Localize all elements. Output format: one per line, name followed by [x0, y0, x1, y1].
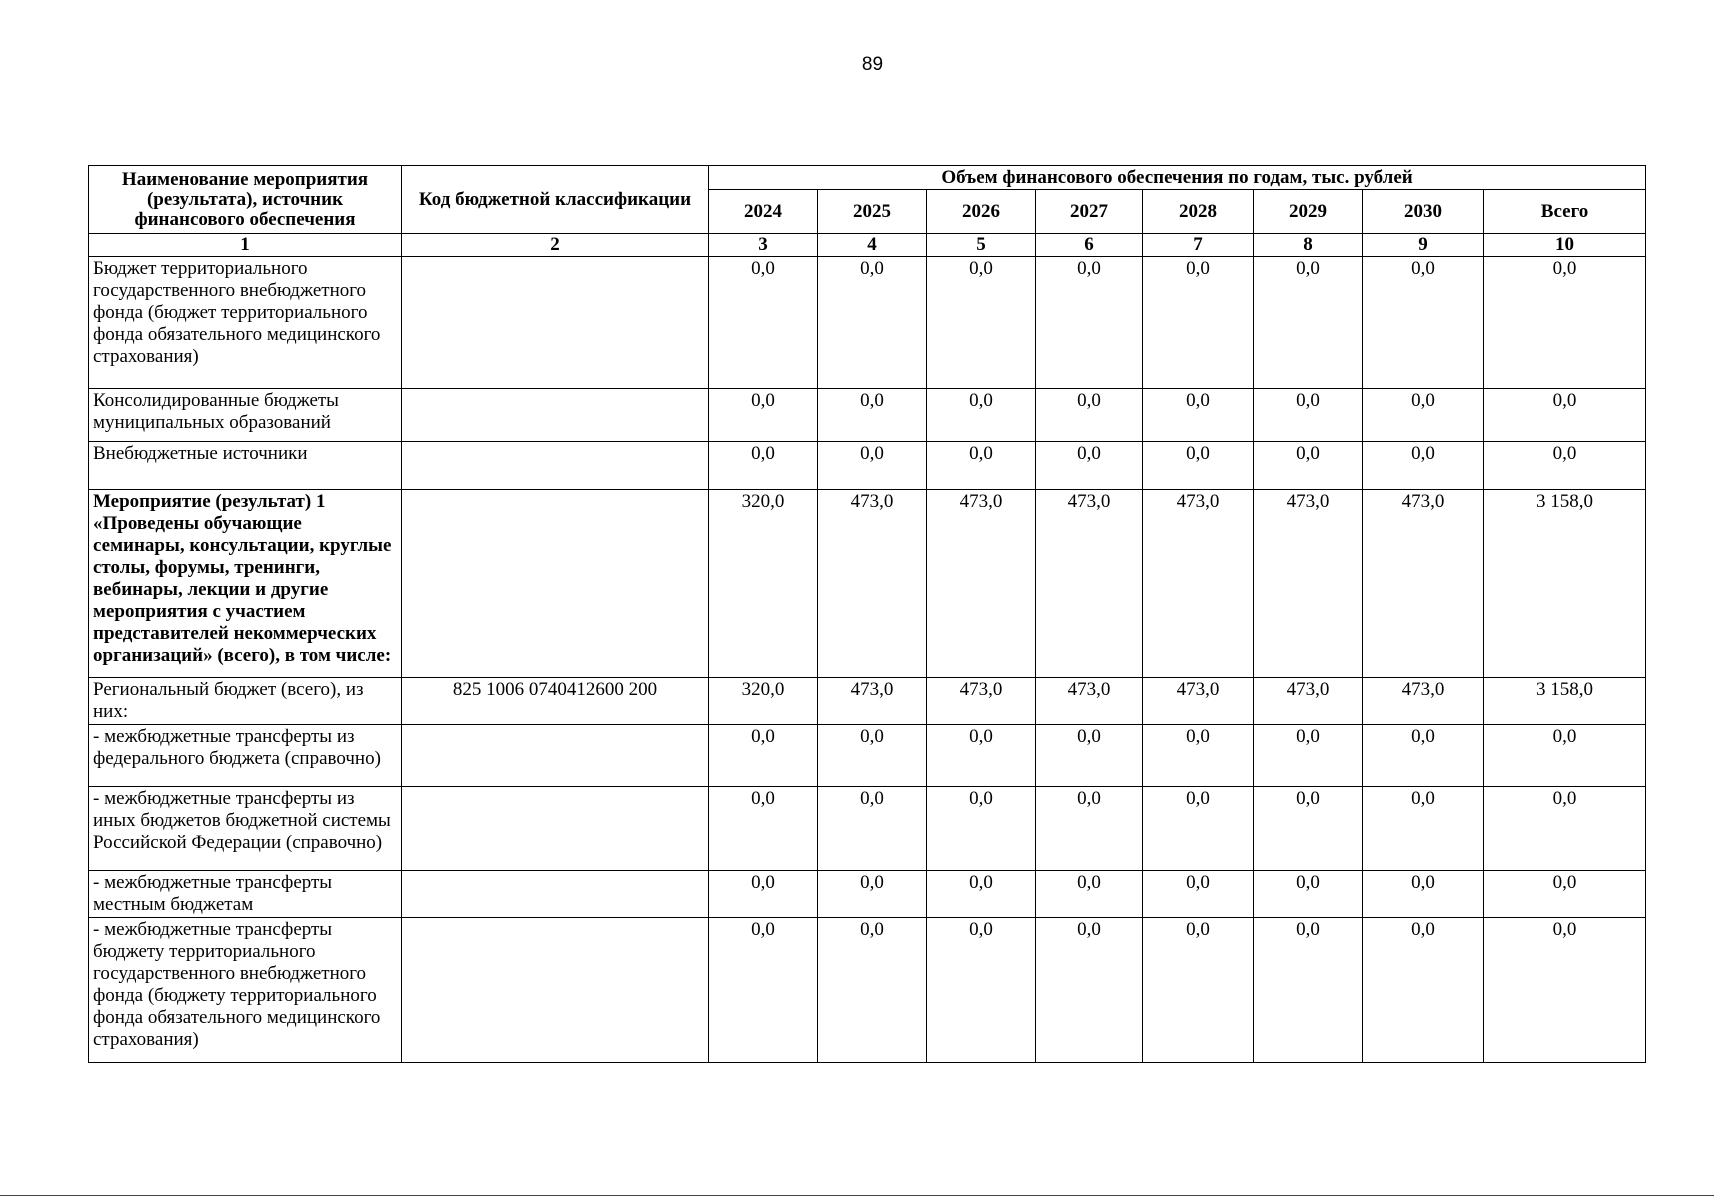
- row-value: 0,0: [1484, 918, 1646, 1063]
- header-year: 2024: [709, 190, 818, 234]
- column-number: 2: [402, 234, 709, 257]
- header-year: 2029: [1254, 190, 1363, 234]
- column-number: 8: [1254, 234, 1363, 257]
- row-value: 473,0: [1036, 490, 1143, 678]
- row-value: 0,0: [1143, 918, 1254, 1063]
- row-value: 3 158,0: [1484, 490, 1646, 678]
- row-value: 0,0: [927, 257, 1036, 389]
- row-value: 0,0: [1143, 389, 1254, 442]
- row-name: - межбюджетные трансферты бюджету территориального государственного внебюджетного фонда (бюджету территориального фонда обязательного медицинского страхования): [89, 918, 402, 1063]
- row-value: 0,0: [709, 871, 818, 918]
- header-year: 2028: [1143, 190, 1254, 234]
- row-value: 0,0: [1484, 257, 1646, 389]
- header-year: Всего: [1484, 190, 1646, 234]
- row-value: 0,0: [1143, 871, 1254, 918]
- row-code: [402, 787, 709, 871]
- table-row: [89, 918, 1646, 1063]
- column-number: 1: [89, 234, 402, 257]
- header-name: Наименование мероприятия (результата), источник финансового обеспечения: [89, 166, 402, 234]
- page-number: 89: [861, 54, 884, 75]
- row-value: 0,0: [927, 871, 1036, 918]
- row-value: 0,0: [709, 918, 818, 1063]
- row-value: 0,0: [818, 257, 927, 389]
- row-value: 0,0: [709, 442, 818, 490]
- column-number: 3: [709, 234, 818, 257]
- row-name: Мероприятие (результат) 1 «Проведены обучающие семинары, консультации, круглые столы, форумы, тренинги, вебинары, лекции и другие мероприятия с участием представителей некоммерческих организаций» (всего), в том числе:: [89, 490, 402, 678]
- table-row: [89, 442, 1646, 490]
- row-code: [402, 918, 709, 1063]
- row-value: 0,0: [927, 442, 1036, 490]
- row-value: 0,0: [818, 442, 927, 490]
- row-value: 0,0: [1363, 871, 1484, 918]
- row-code: [402, 871, 709, 918]
- row-value: 0,0: [709, 787, 818, 871]
- row-value: 320,0: [709, 678, 818, 725]
- row-value: 473,0: [927, 678, 1036, 725]
- column-number: 6: [1036, 234, 1143, 257]
- row-name: Региональный бюджет (всего), из них:: [89, 678, 402, 725]
- row-code: [402, 257, 709, 389]
- row-value: 0,0: [1484, 389, 1646, 442]
- row-name: - межбюджетные трансферты местным бюджетам: [89, 871, 402, 918]
- row-code: [402, 442, 709, 490]
- row-value: 0,0: [1254, 389, 1363, 442]
- row-value: 0,0: [1254, 918, 1363, 1063]
- row-value: 0,0: [927, 389, 1036, 442]
- row-value: 473,0: [927, 490, 1036, 678]
- row-value: 320,0: [709, 490, 818, 678]
- row-code: [402, 490, 709, 678]
- row-value: 0,0: [1143, 442, 1254, 490]
- row-value: 473,0: [1363, 678, 1484, 725]
- row-code: 825 1006 0740412600 200: [402, 678, 709, 725]
- row-name: - межбюджетные трансферты из федерального бюджета (справочно): [89, 725, 402, 787]
- header-financing: Объем финансового обеспечения по годам, тыс. рублей: [709, 166, 1646, 190]
- row-value: 0,0: [1484, 725, 1646, 787]
- row-value: 0,0: [1143, 787, 1254, 871]
- header-year: 2027: [1036, 190, 1143, 234]
- table-row: [89, 678, 1646, 725]
- row-value: 473,0: [1363, 490, 1484, 678]
- table-row: [89, 725, 1646, 787]
- row-value: 0,0: [1036, 871, 1143, 918]
- table-row: [89, 787, 1646, 871]
- row-value: 0,0: [1484, 787, 1646, 871]
- row-value: 0,0: [1363, 442, 1484, 490]
- row-value: 0,0: [1036, 389, 1143, 442]
- row-value: 0,0: [1254, 725, 1363, 787]
- row-value: 0,0: [927, 918, 1036, 1063]
- row-value: 0,0: [1143, 725, 1254, 787]
- column-number: 4: [818, 234, 927, 257]
- row-value: 473,0: [1254, 490, 1363, 678]
- row-value: 0,0: [1363, 918, 1484, 1063]
- row-value: 473,0: [1254, 678, 1363, 725]
- row-value: 0,0: [709, 389, 818, 442]
- row-value: 0,0: [709, 725, 818, 787]
- row-value: 0,0: [1254, 871, 1363, 918]
- row-value: 473,0: [1036, 678, 1143, 725]
- row-name: - межбюджетные трансферты из иных бюджетов бюджетной системы Российской Федерации (справочно): [89, 787, 402, 871]
- row-code: [402, 725, 709, 787]
- row-value: 473,0: [818, 490, 927, 678]
- table-row: [89, 389, 1646, 442]
- row-value: 0,0: [818, 787, 927, 871]
- row-value: 0,0: [818, 871, 927, 918]
- row-value: 0,0: [1036, 725, 1143, 787]
- column-number: 7: [1143, 234, 1254, 257]
- row-value: 3 158,0: [1484, 678, 1646, 725]
- row-value: 473,0: [1143, 678, 1254, 725]
- header-year: 2030: [1363, 190, 1484, 234]
- row-value: 0,0: [1363, 257, 1484, 389]
- table-row: [89, 871, 1646, 918]
- scan-edge-line: [0, 1195, 1714, 1196]
- row-value: 473,0: [1143, 490, 1254, 678]
- budget-table: [88, 165, 1646, 1063]
- header-code: Код бюджетной классификации: [402, 166, 709, 234]
- row-value: 0,0: [1363, 787, 1484, 871]
- row-value: 0,0: [1036, 442, 1143, 490]
- row-value: 0,0: [818, 725, 927, 787]
- row-value: 0,0: [709, 257, 818, 389]
- table-row: [89, 257, 1646, 389]
- row-value: 0,0: [927, 725, 1036, 787]
- row-value: 0,0: [1143, 257, 1254, 389]
- row-name: Бюджет территориального государственного внебюджетного фонда (бюджет территориального фонда обязательного медицинского страхования): [89, 257, 402, 389]
- column-number: 5: [927, 234, 1036, 257]
- row-value: 0,0: [1363, 389, 1484, 442]
- row-value: 0,0: [1363, 725, 1484, 787]
- column-number: 10: [1484, 234, 1646, 257]
- row-value: 473,0: [818, 678, 927, 725]
- row-name: Внебюджетные источники: [89, 442, 402, 490]
- row-value: 0,0: [1036, 257, 1143, 389]
- row-value: 0,0: [1254, 787, 1363, 871]
- row-value: 0,0: [818, 918, 927, 1063]
- table-row: [89, 490, 1646, 678]
- row-value: 0,0: [1254, 442, 1363, 490]
- column-number: 9: [1363, 234, 1484, 257]
- row-code: [402, 389, 709, 442]
- header-year: 2026: [927, 190, 1036, 234]
- header-year: 2025: [818, 190, 927, 234]
- row-value: 0,0: [1254, 257, 1363, 389]
- row-name: Консолидированные бюджеты муниципальных образований: [89, 389, 402, 442]
- row-value: 0,0: [1484, 442, 1646, 490]
- row-value: 0,0: [1484, 871, 1646, 918]
- row-value: 0,0: [1036, 918, 1143, 1063]
- row-value: 0,0: [818, 389, 927, 442]
- row-value: 0,0: [1036, 787, 1143, 871]
- row-value: 0,0: [927, 787, 1036, 871]
